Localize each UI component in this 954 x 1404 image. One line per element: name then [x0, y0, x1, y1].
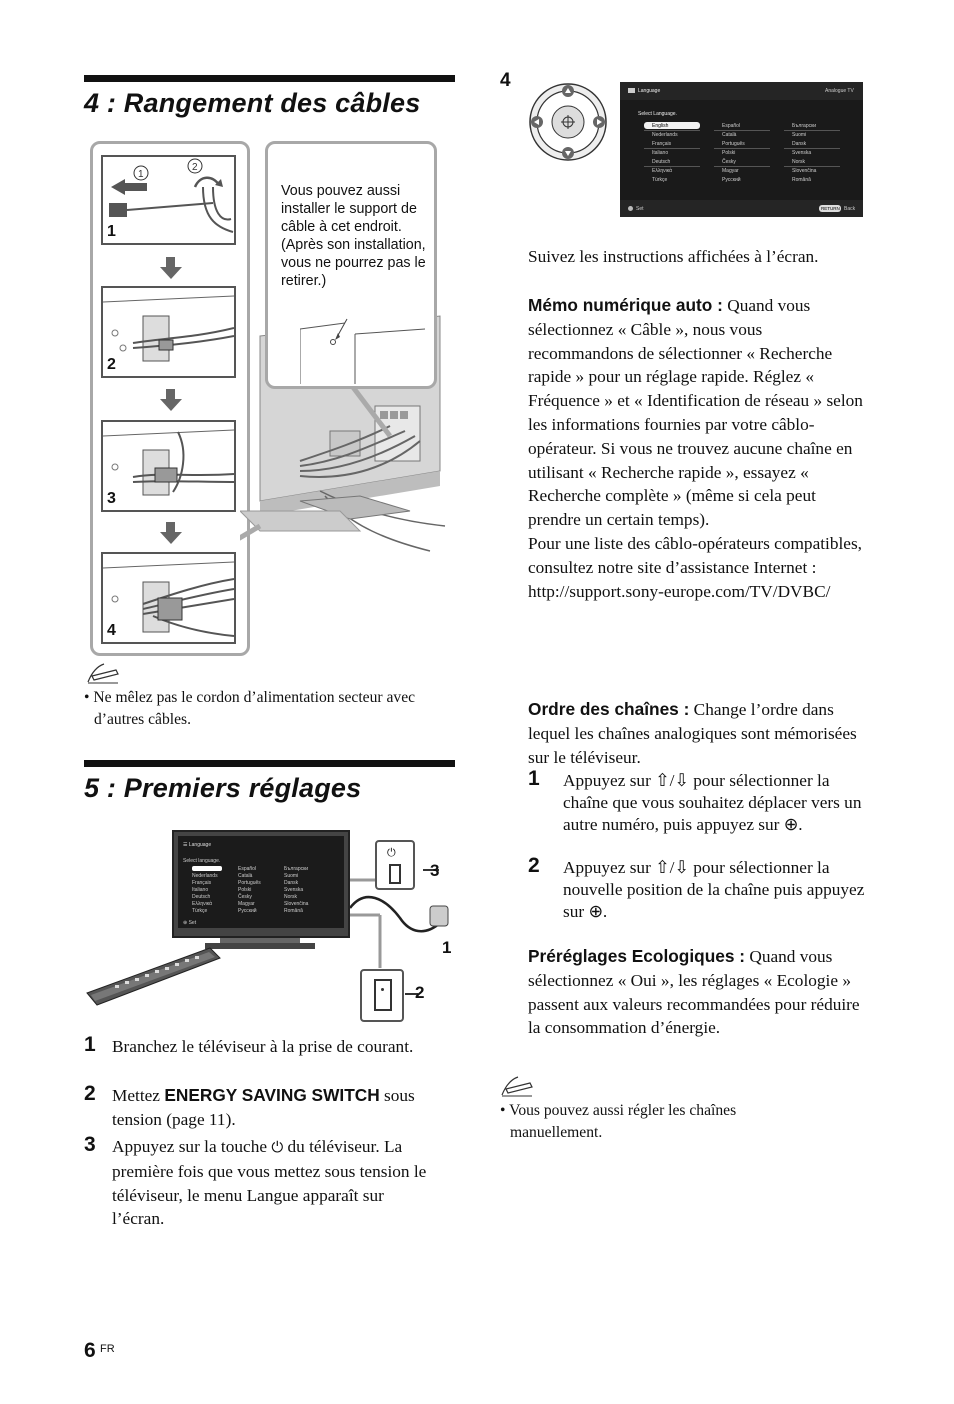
callout-detail: [300, 309, 425, 384]
svg-text:1: 1: [138, 169, 144, 180]
ordre-label: Ordre des chaînes :: [528, 699, 690, 719]
arrow-down-icon: [160, 267, 182, 279]
ordre-paragraph: Ordre des chaînes : Change l’ordre dans lequel les chaînes analogiques sont mémorisées sur le téléviseur.: [528, 699, 857, 767]
tv-frame: [172, 830, 350, 938]
arrow-down-icon: [160, 532, 182, 544]
right-note: • Vous pouvez aussi régler les chaînes manuellement.: [500, 1102, 737, 1141]
memo-text2: Pour une liste des câblo-opérateurs compatibles, consultez notre site d’assistance Internet : http://support.sony-europe.com/TV/DVBC/: [528, 533, 863, 601]
cable-figure: [90, 141, 450, 656]
lang-item[interactable]: English: [652, 123, 669, 129]
eco-label: Préréglages Ecologiques :: [528, 946, 746, 966]
memo-paragraph: Mémo numérique auto : Quand vous sélectionnez « Câble », nous vous recommandons de sélectionner « Recherche rapide » pour un réglage rapide. Réglez « Fréquence » et « Identification de réseau » selon les informations fournies par votre câblo-opérateur. Si vous ne trouvez aucune chaîne en utilisant « Recherche rapide », essayez « Recherche complète » (même si cela peut prendre un certain temps). Pour une liste des câblo-opérateurs compatibles, consultez notre site d’assistance Internet : http://support.sony-europe.com/TV/DVBC/: [528, 295, 863, 601]
arrow-down-icon: [160, 399, 182, 411]
screen-footer-left: Set: [636, 206, 644, 212]
step1-drawing: [103, 157, 234, 243]
arrow-2-stem: [166, 389, 175, 399]
connector-lines: [335, 828, 455, 1028]
svg-text:2: 2: [192, 162, 198, 173]
section4-note: • Ne mêlez pas le cordon d’alimentation secteur avec d’autres câbles.: [84, 689, 416, 728]
ordre-step-num-2: 2: [528, 854, 540, 877]
step-label-4: 4: [107, 622, 116, 639]
s5-step-num-2: 2: [84, 1082, 96, 1105]
callout-box: [265, 141, 437, 389]
follow-instructions: Suivez les instructions affichées à l’écran.: [528, 247, 819, 266]
power-icon: ⏻: [271, 1138, 284, 1156]
eco-paragraph: Préréglages Ecologiques : Quand vous sélectionnez « Oui », les réglages « Ecologie » passent aux valeurs recommandées pour réduire la consommation d’énergie.: [528, 946, 860, 1038]
step-label-3: 3: [107, 490, 116, 507]
callout-text: Vous pouvez aussi installer le support de câble à cet endroit. (Après son installation, vous ne pourrez pas le retirer.): [281, 183, 426, 289]
page-number: 6: [84, 1339, 96, 1362]
screen-prompt: Select Language.: [638, 111, 677, 117]
figure-label-1: 1: [442, 938, 452, 957]
step-label-1: 1: [107, 223, 116, 240]
lang-item[interactable]: Ελληνικά: [652, 168, 673, 174]
tv-screen: ☰ Language Select language. Nederlands Français Italiano Deutsch Ελληνικά Türkçe Español Català Português Polski Česky Magyar Русский Български Suomi Dansk Svenska Norsk Slovenčina Română ⊕ Set: [178, 836, 344, 928]
lang-item[interactable]: Suomi: [792, 132, 807, 138]
note-pencil-icon: [86, 662, 120, 684]
step3-drawing: [103, 422, 234, 510]
lang-item[interactable]: Polski: [722, 150, 736, 156]
dpad-illustration: [526, 82, 610, 162]
note-pencil-icon: [500, 1075, 534, 1097]
section5-title: 5 : Premiers réglages: [84, 773, 362, 803]
lang-item[interactable]: Italiano: [652, 150, 669, 156]
lang-item[interactable]: Português: [722, 141, 745, 147]
screen-footer-right: Back: [844, 206, 856, 212]
lang-item[interactable]: Svenska: [792, 150, 812, 156]
section4-rule: [84, 75, 455, 82]
ordre-step-text-1: Appuyez sur ⇧/⇩ pour sélectionner la chaîne que vous souhaitez déplacer vers un autre numéro, puis appuyez sur ⊕.: [563, 771, 862, 834]
section4-title: 4 : Rangement des câbles: [84, 88, 421, 118]
s5-step-text-3: Appuyez sur la touche ⏻ du téléviseur. La première fois que vous mettez sous tension le téléviseur, le menu Langue apparaît sur l’écran.: [112, 1137, 427, 1229]
set-icon: [628, 206, 633, 211]
step-panel-2: [101, 286, 236, 378]
step4-drawing: [103, 554, 234, 642]
lang-item[interactable]: Slovenčina: [792, 168, 817, 174]
section5-rule: [84, 760, 455, 767]
step-panel-4: [101, 552, 236, 644]
lang-item[interactable]: Deutsch: [652, 159, 671, 165]
lang-item[interactable]: Română: [792, 177, 811, 183]
language-screen: [620, 82, 863, 217]
screen-header: Language: [638, 88, 661, 94]
ordre-step-num-1: 1: [528, 767, 540, 790]
lang-item[interactable]: Nederlands: [652, 132, 678, 138]
setup-figure: [85, 828, 455, 1028]
lang-item[interactable]: Català: [722, 132, 737, 138]
lang-item[interactable]: Български: [792, 123, 817, 129]
lang-item[interactable]: Русский: [722, 177, 741, 183]
memo-label: Mémo numérique auto :: [528, 295, 723, 315]
step2-drawing: [103, 288, 234, 376]
arrow-3-stem: [166, 522, 175, 532]
step-panel-3: [101, 420, 236, 512]
s5-step-text-2: Mettez ENERGY SAVING SWITCH sous tension (page 11).: [112, 1085, 415, 1129]
right-step-label: 4: [500, 70, 511, 91]
return-button[interactable]: RETURN: [821, 206, 840, 211]
figure-label-3: 3: [430, 861, 440, 880]
remote-control-illustration: [85, 943, 225, 1008]
power-icon: ⏻: [387, 846, 396, 859]
screen-mode: Analogue TV: [825, 88, 854, 94]
ordre-step-text-2: Appuyez sur ⇧/⇩ pour sélectionner la nouvelle position de la chaîne puis appuyez sur ⊕.: [563, 858, 865, 921]
lang-item[interactable]: Türkçe: [652, 177, 668, 183]
lang-item[interactable]: Magyar: [722, 168, 739, 174]
tv-icon: [628, 88, 635, 93]
step-panel-1: [101, 155, 236, 245]
s5-step-num-1: 1: [84, 1033, 96, 1056]
lang-item[interactable]: Dansk: [792, 141, 807, 147]
lang-item[interactable]: Česky: [722, 159, 736, 165]
lang-item[interactable]: Español: [722, 123, 741, 129]
lang-item[interactable]: Norsk: [792, 159, 806, 165]
s5-step-num-3: 3: [84, 1133, 96, 1156]
lang-item[interactable]: Français: [652, 141, 672, 147]
page-lang: FR: [100, 1343, 115, 1355]
arrow-1-stem: [166, 257, 175, 267]
s5-step-text-1: Branchez le téléviseur à la prise de courant.: [112, 1037, 414, 1056]
figure-label-2: 2: [415, 983, 425, 1002]
step-label-2: 2: [107, 356, 116, 373]
